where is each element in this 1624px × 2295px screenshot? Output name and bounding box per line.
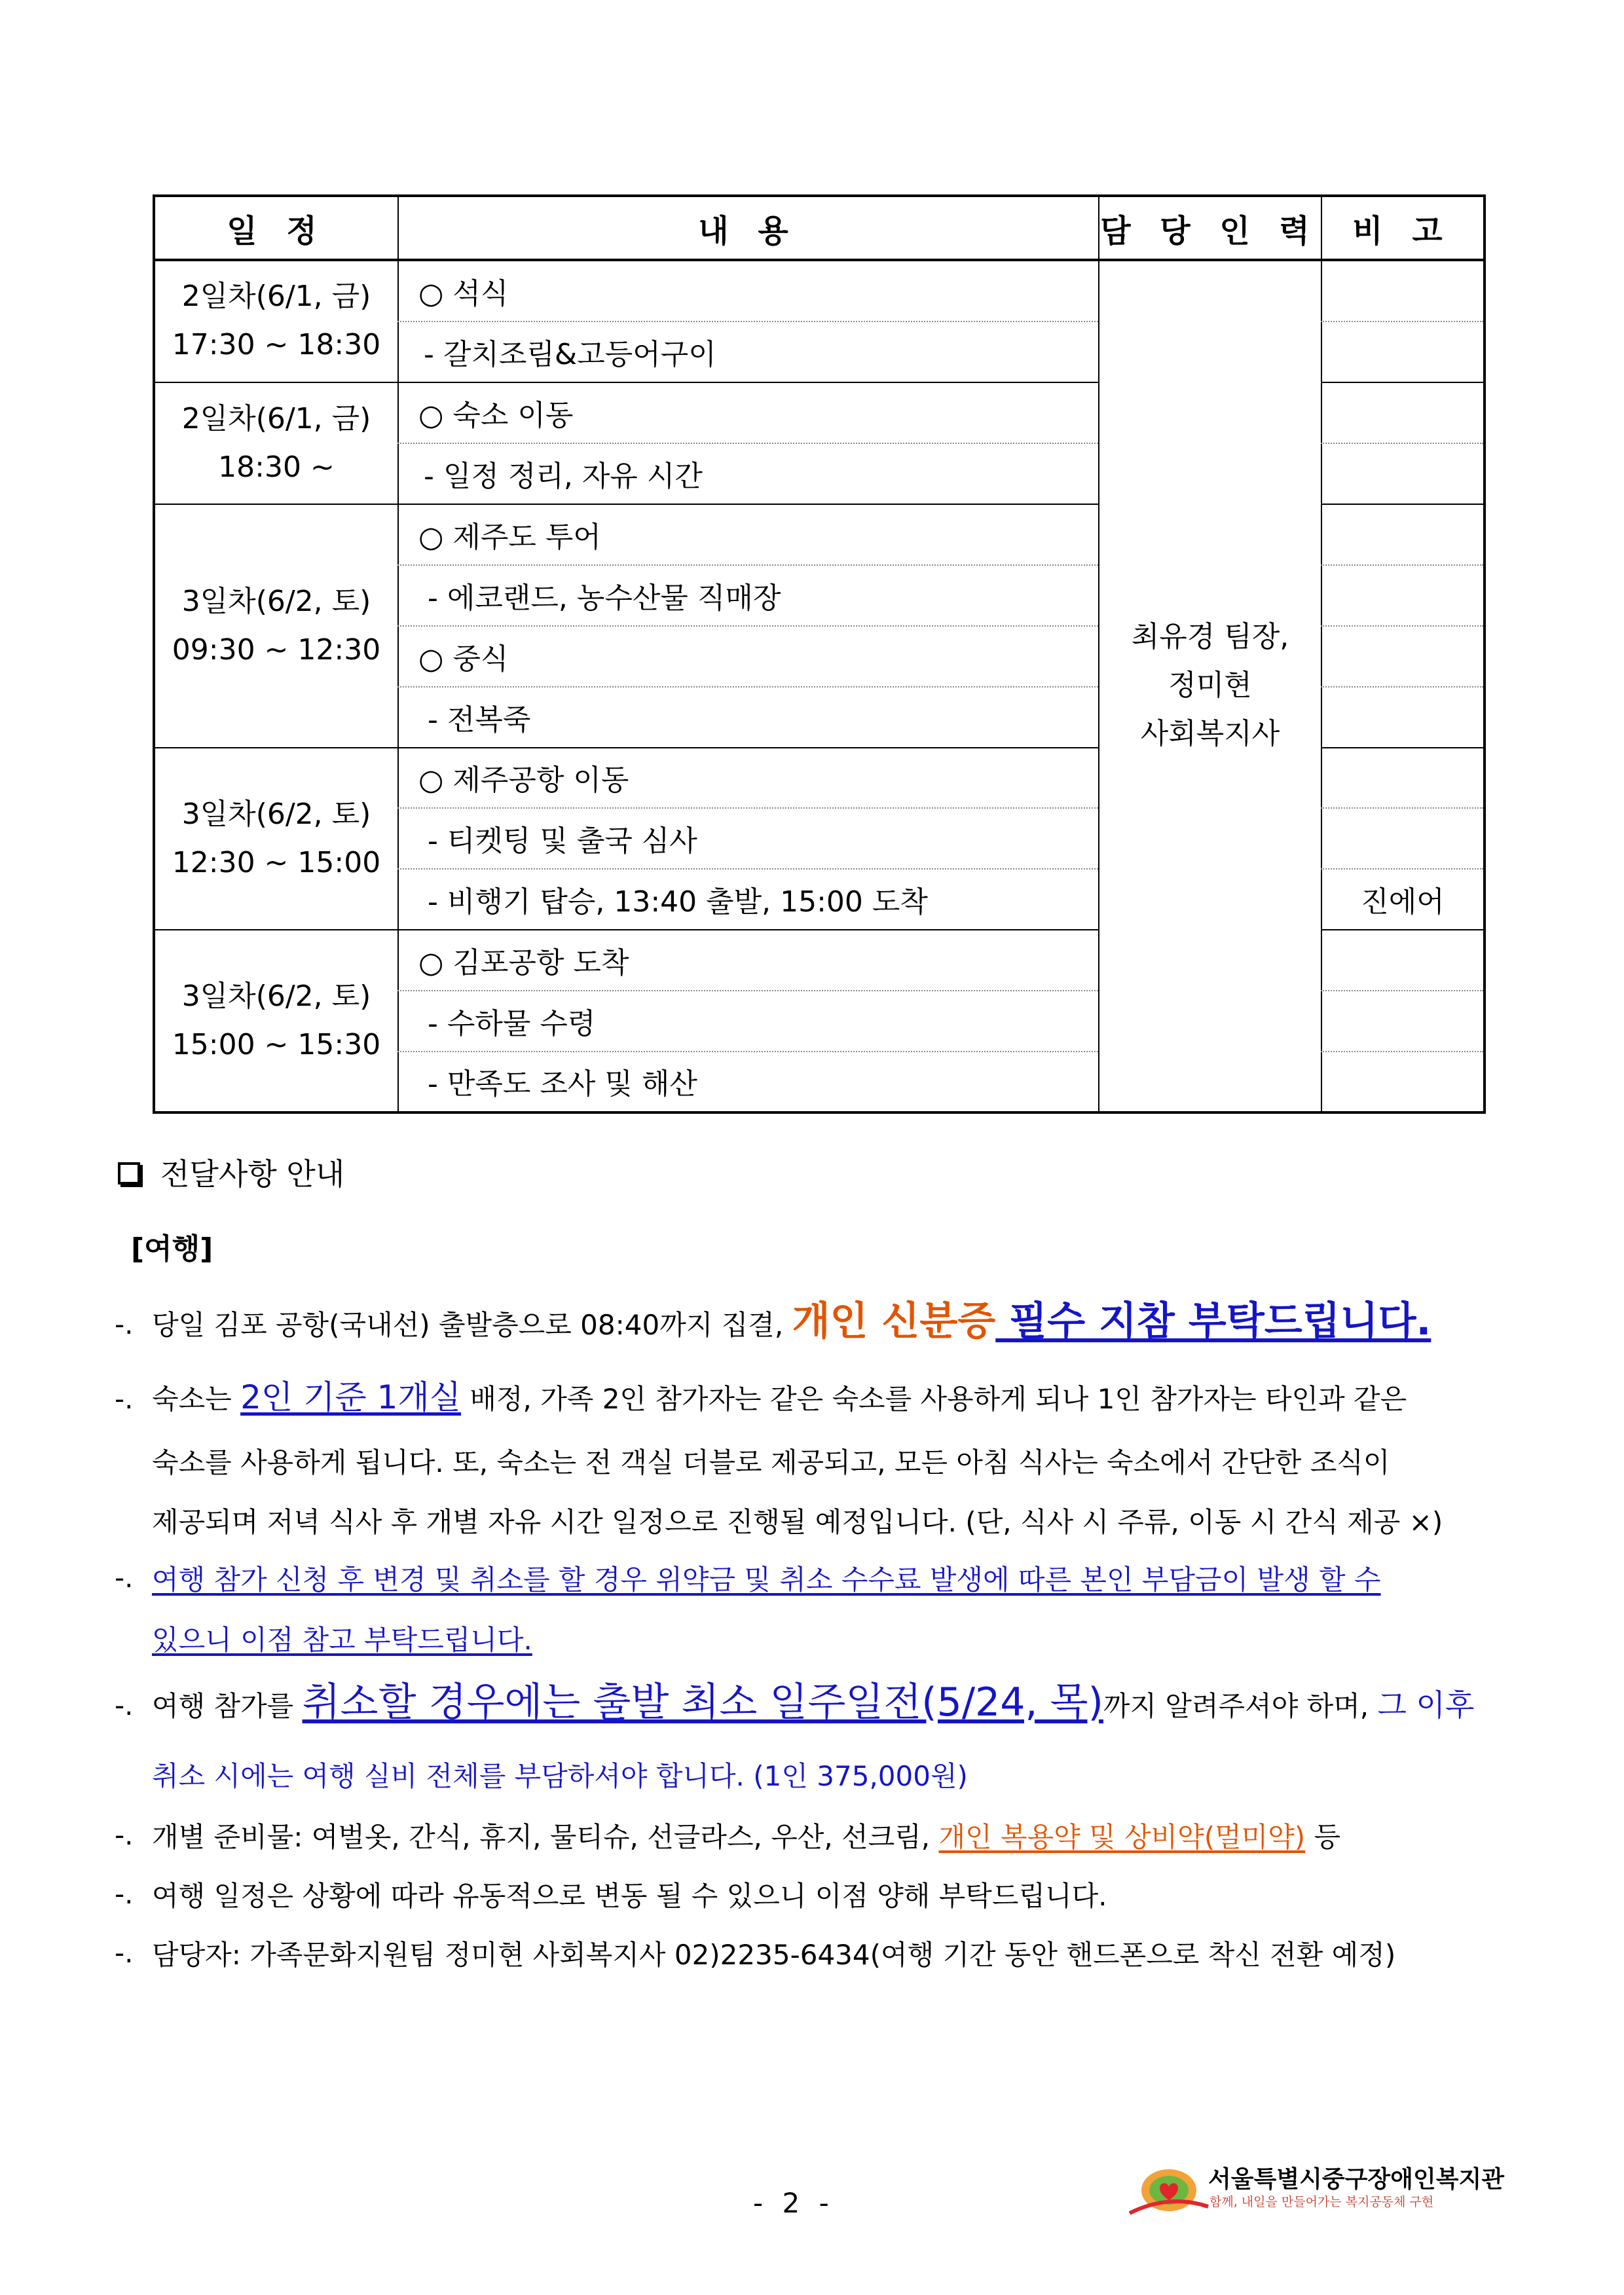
notice-text: 여행 참가를	[152, 1690, 303, 1722]
organization-name: 서울특별시중구장애인복지관	[1208, 2166, 1505, 2193]
date-day: 3일차(6/2, 토)	[181, 980, 371, 1013]
schedule-item: - 갈치조림&고등어구이	[424, 337, 716, 371]
date-cell	[155, 505, 397, 747]
schedule-item: ○ 제주도 투어	[418, 520, 601, 554]
staff-line: 최유경 팀장,	[1131, 620, 1289, 653]
header-staff: 담 당 인 력	[1100, 212, 1319, 249]
notice-item-2-line3: 제공되며 저녁 식사 후 개별 자유 시간 일정으로 진행될 예정입니다. (단, 식사 시 주류, 이동 시 간식 제공 ×)	[152, 1506, 1443, 1538]
bullet: -.	[115, 1383, 134, 1415]
bullet: -.	[115, 1308, 134, 1340]
date-day: 2일차(6/1, 금)	[181, 280, 371, 313]
bullet: -.	[115, 1878, 134, 1910]
date-time: 15:00 ~ 15:30	[172, 1028, 381, 1061]
notice-text: 개별 준비물: 여벌옷, 간식, 휴지, 물티슈, 선글라스, 우산, 선크림,	[152, 1821, 939, 1853]
header-content: 내 용	[698, 212, 798, 249]
date-time: 18:30 ~	[218, 450, 335, 484]
remark-airline: 진에어	[1361, 885, 1445, 919]
notice-item-5	[152, 1819, 1340, 1856]
notice-item-3-line2: 있으니 이점 참고 부탁드립니다.	[152, 1624, 532, 1656]
header-remarks: 비 고	[1352, 212, 1452, 249]
notice-heading: 전달사항 안내	[160, 1156, 345, 1192]
highlight-cancel-deadline: 취소할 경우에는 출발 최소 일주일전(5/24, 목)	[302, 1680, 1103, 1725]
date-cell	[155, 748, 397, 929]
schedule-item: ○ 석식	[418, 276, 509, 310]
notice-item-6: 여행 일정은 상황에 따라 유동적으로 변동 될 수 있으니 이점 양해 부탁드립니다.	[152, 1880, 1107, 1912]
schedule-item: ○ 숙소 이동	[418, 398, 574, 432]
notice-item-4	[152, 1676, 1474, 1729]
bullet: -.	[115, 1819, 134, 1851]
date-cell	[155, 383, 397, 504]
date-time: 12:30 ~ 15:00	[172, 846, 381, 879]
date-cell	[155, 930, 397, 1111]
organization-slogan: 함께, 내일을 만들어가는 복지공동체 구현	[1209, 2195, 1434, 2209]
notice-item-4-line2: 취소 시에는 여행 실비 전체를 부담하셔야 합니다. (1인 375,000원)	[152, 1760, 968, 1792]
date-day: 2일차(6/1, 금)	[181, 402, 371, 435]
schedule-item: - 에코랜드, 농수산물 직매장	[428, 581, 781, 615]
notice-text: 배정, 가족 2인 참가자는 같은 숙소를 사용하게 되나 1인 참가자는 타인과 같은	[461, 1383, 1407, 1415]
date-time: 17:30 ~ 18:30	[172, 328, 381, 361]
bullet: -.	[115, 1689, 134, 1721]
schedule-item: - 일정 정리, 자유 시간	[424, 459, 703, 493]
schedule-item: - 전복죽	[428, 703, 531, 737]
date-day: 3일차(6/2, 토)	[181, 585, 371, 618]
highlight-room: 2인 기준 1개실	[240, 1378, 461, 1416]
notice-item-3: 여행 참가 신청 후 변경 및 취소를 할 경우 위약금 및 취소 수수료 발생에 따른 본인 부담금이 발생 할 수	[152, 1564, 1381, 1596]
date-time: 09:30 ~ 12:30	[172, 633, 381, 667]
highlight-after: 그 이후	[1377, 1687, 1475, 1723]
notice-item-2-line2: 숙소를 사용하게 됩니다. 또, 숙소는 전 객실 더블로 제공되고, 모든 아침 식사는 숙소에서 간단한 조식이	[152, 1446, 1390, 1478]
schedule-item: - 비행기 탑승, 13:40 출발, 15:00 도착	[428, 885, 928, 919]
staff-line: 정미현	[1168, 669, 1252, 702]
schedule-item: - 수하물 수령	[428, 1006, 596, 1040]
schedule-table	[153, 194, 1486, 1114]
notice-text: 숙소는	[152, 1383, 241, 1415]
highlight-id-card: 개인 신분증	[792, 1298, 996, 1344]
schedule-item: - 티켓팅 및 출국 심사	[428, 824, 697, 858]
staff-line: 사회복지사	[1140, 717, 1280, 750]
bullet: -.	[115, 1562, 134, 1594]
schedule-item: ○ 중식	[418, 642, 509, 676]
notice-text: 까지 알려주셔야 하며,	[1103, 1690, 1378, 1722]
highlight-medicine: 개인 복용약 및 상비약(멀미약)	[938, 1821, 1306, 1853]
schedule-item: - 만족도 조사 및 해산	[428, 1067, 697, 1101]
header-schedule: 일 정	[227, 212, 326, 249]
notice-subheading: [여행]	[131, 1232, 213, 1266]
date-day: 3일차(6/2, 토)	[181, 798, 371, 831]
page-number: - 2 -	[753, 2187, 834, 2219]
schedule-item: ○ 김포공항 도착	[418, 946, 629, 980]
notice-item-1	[152, 1295, 1431, 1348]
notice-text: 당일 김포 공항(국내선) 출발층으로 08:40까지 집결,	[152, 1309, 792, 1341]
notice-text: 등	[1305, 1821, 1341, 1853]
schedule-item: ○ 제주공항 이동	[418, 763, 629, 797]
staff-cell	[1099, 260, 1321, 1111]
date-cell	[155, 260, 397, 382]
bullet: -.	[115, 1937, 134, 1969]
checkbox-bullet-icon	[118, 1162, 140, 1184]
notice-item-2	[152, 1374, 1407, 1421]
highlight-required: 필수 지참 부탁드립니다.	[995, 1298, 1431, 1344]
notice-item-7: 담당자: 가족문화지원팀 정미현 사회복지사 02)2235-6434(여행 기간 동안 핸드폰으로 착신 전환 예정)	[152, 1939, 1396, 1971]
